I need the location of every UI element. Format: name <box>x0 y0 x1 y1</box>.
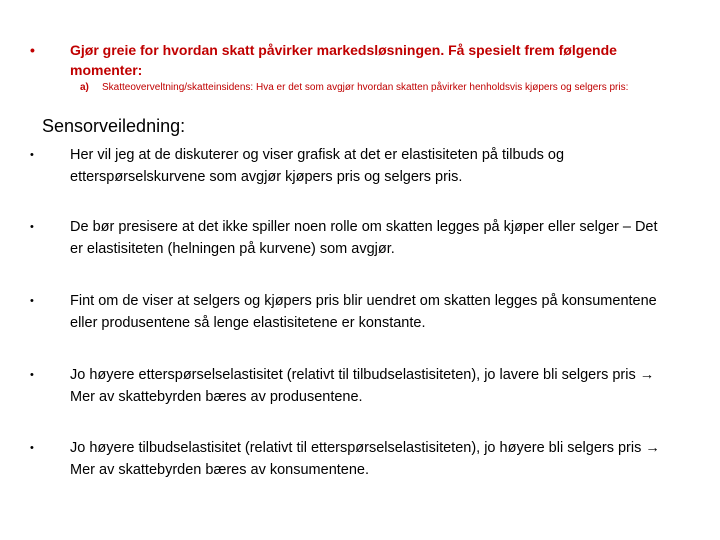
bullet: • <box>30 149 34 161</box>
heading: Sensorveiledning: <box>42 116 186 136</box>
bullet: • <box>30 221 34 233</box>
list-item <box>30 364 670 408</box>
item-text: Fint om de viser at selgers og kjøpers pris blir uendret om skatten legges på konsumentene eller produsentene så lenge elastisitetene er konstante. <box>70 293 657 331</box>
bullet: • <box>30 369 34 381</box>
bullet: • <box>30 42 35 58</box>
item-text: Her vil jeg at de diskuterer og viser grafisk at det er elastisiteten på tilbuds og etterspørselskurvene som avgjør kjøpers pris og selgers pris. <box>70 147 565 185</box>
list-item <box>30 437 670 481</box>
bullet: • <box>30 442 34 454</box>
list-item <box>30 144 670 188</box>
list-item <box>30 216 670 260</box>
list-item <box>30 290 670 334</box>
item-text: Jo høyere etterspørselselastisitet (relativt til tilbudselastisiteten), jo lavere bli selgers pris → Mer av skattebyrden bæres av produsentene. <box>70 367 655 405</box>
task-text: Gjør greie for hvordan skatt påvirker markedsløsningen. Få spesielt frem følgende momenter: <box>70 42 617 78</box>
item-text: De bør presisere at det ikke spiller noen rolle om skatten legges på kjøper eller selger – Det er elastisiteten (helningen på kurvene) som avgjør. <box>70 219 658 257</box>
task-question <box>30 40 670 80</box>
sub-text: Skatteoverveltning/skatteinsidens: Hva er det som avgjør hvordan skatten påvirker henholdsvis kjøpers og selgers pris: <box>102 82 629 93</box>
sub-question <box>80 81 700 95</box>
sub-label: a) <box>80 82 89 93</box>
bullet: • <box>30 295 34 307</box>
item-text: Jo høyere tilbudselastisitet (relativt til etterspørselselastisiteten), jo høyere bli selgers pris → Mer av skattebyrden bæres av konsumentene. <box>70 440 660 478</box>
